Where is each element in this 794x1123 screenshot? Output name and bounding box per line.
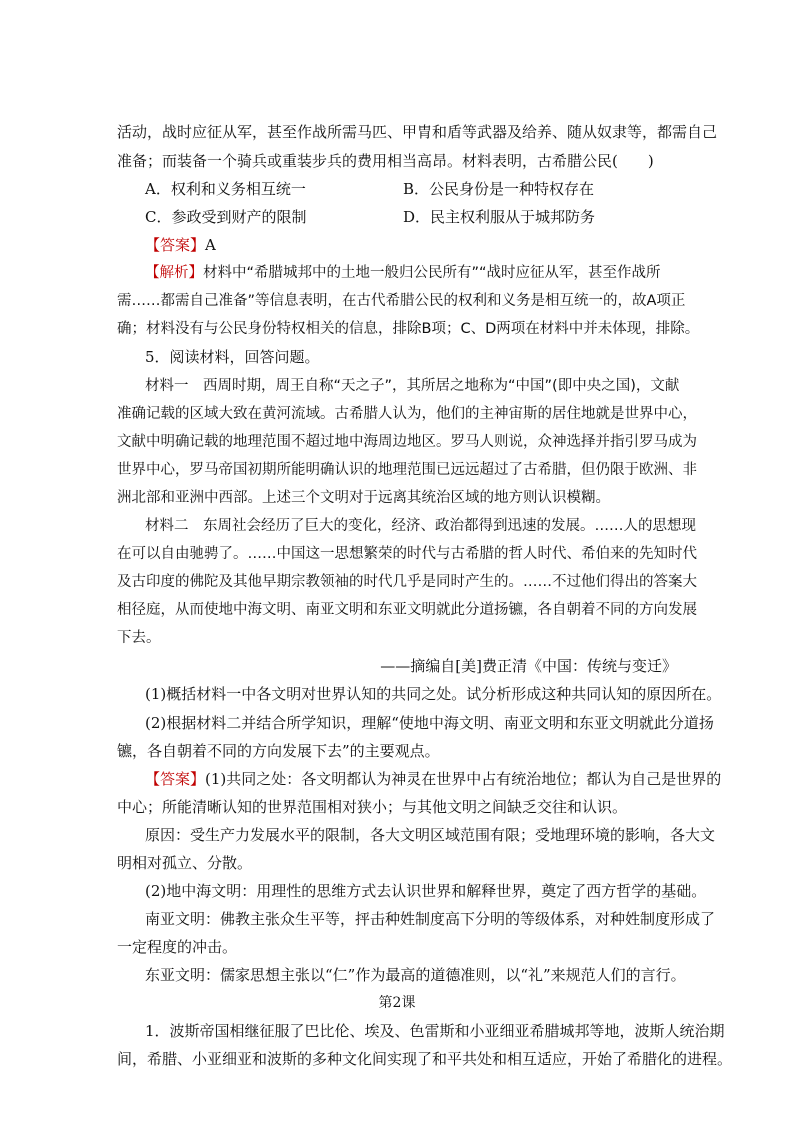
answer-line xyxy=(145,234,216,256)
answer-line: 一定程度的冲击。 xyxy=(117,938,238,956)
answer-line: 南亚文明：佛教主张众生平等，抨击种姓制度高下分明的等级体系，对种姓制度形成了 xyxy=(145,910,716,928)
sub-question-1: (1)概括材料一中各文明对世界认知的共同之处。试分析形成这种共同认知的原因所在。 xyxy=(145,685,722,703)
material-1-line: 材料一 西周时期，周王自称“天之子”，其所居之地称为“中国”(即中央之国)，文献 xyxy=(145,378,680,394)
analysis-line xyxy=(145,262,661,284)
question-5-title: 5．阅读材料，回答问题。 xyxy=(145,348,320,366)
material-2-line: 在可以自由驰骋了。……中国这一思想繁荣的时代与古希腊的哲人时代、希伯来的先知时代 xyxy=(117,546,697,562)
analysis-line: 确；材料没有与公民身份特权相关的信息，排除B项；C、D两项在材料中并未体现，排除。 xyxy=(117,321,700,337)
answer-tag: 【答案】 xyxy=(145,236,206,254)
question-text-line: 活动，战时应征从军，甚至作战所需马匹、甲胄和盾等武器及给养、随从奴隶等，都需自己 xyxy=(117,123,718,141)
sub-question-2: 镳，各自朝着不同的方向发展下去”的主要观点。 xyxy=(117,742,440,760)
answer-line: 原因：受生产力发展水平的限制，各大文明区域范围有限；受地理环境的影响，各大文 xyxy=(145,826,716,844)
material-1-line: 准确记载的区域大致在黄河流域。古希腊人认为，他们的主神宙斯的居住地就是世界中心， xyxy=(117,406,697,422)
question-text-line: 准备；而装备一个骑兵或重装步兵的费用相当高昂。材料表明，古希腊公民( ) xyxy=(117,152,654,170)
lesson-heading: 第2课 xyxy=(378,995,416,1011)
answer-line: 明相对孤立、分散。 xyxy=(117,854,253,872)
material-2-line: 相径庭，从而使地中海文明、南亚文明和东亚文明就此分道扬镳，各自朝着不同的方向发展 xyxy=(117,602,697,618)
answer-text: (1)共同之处：各文明都认为神灵在世界中占有统治地位；都认为自己是世界的 xyxy=(205,770,722,788)
answer-line xyxy=(145,768,721,790)
option-b: B．公民身份是一种特权存在 xyxy=(403,180,595,198)
answer-line: 中心；所能清晰认知的世界范围相对狭小；与其他文明之间缺乏交往和认识。 xyxy=(117,798,628,816)
sub-question-2: (2)根据材料二并结合所学知识，理解“使地中海文明、南亚文明和东亚文明就此分道扬 xyxy=(145,714,714,732)
paragraph-line: 1．波斯帝国相继征服了巴比伦、埃及、色雷斯和小亚细亚希腊城邦等地，波斯人统治期 xyxy=(145,1022,725,1040)
material-2-line: 及古印度的佛陀及其他早期宗教领袖的时代几乎是同时产生的。……不过他们得出的答案大 xyxy=(117,574,697,590)
option-c: C．参政受到财产的限制 xyxy=(145,208,307,226)
material-2-line: 下去。 xyxy=(117,630,161,646)
answer-value: A xyxy=(205,236,216,254)
analysis-tag: 【解析】 xyxy=(145,265,203,281)
option-a: A．权利和义务相互统一 xyxy=(145,180,306,198)
answer-tag: 【答案】 xyxy=(145,770,206,788)
material-1-line: 洲北部和亚洲中西部。上述三个文明对于远离其统治区域的地方则认识模糊。 xyxy=(117,490,610,506)
source-citation: ——摘编自[美]费正清《中国：传统与变迁》 xyxy=(380,657,677,675)
analysis-line: 需……都需自己准备”等信息表明，在古代希腊公民的权利和义务是相互统一的，故A项正 xyxy=(117,293,686,309)
analysis-text: 材料中“希腊城邦中的土地一般归公民所有”“战时应征从军，甚至作战所 xyxy=(203,265,661,281)
material-1-line: 世界中心，罗马帝国初期所能明确认识的地理范围已远远超过了古希腊，但仍限于欧洲、非 xyxy=(117,462,697,478)
paragraph-line: 间，希腊、小亚细亚和波斯的多种文化间实现了和平共处和相互适应，开始了希腊化的进程。 xyxy=(117,1050,733,1068)
material-1-line: 文献中明确记载的地理范围不超过地中海周边地区。罗马人则说，众神选择并指引罗马成为 xyxy=(117,434,697,450)
option-d: D．民主权利服从于城邦防务 xyxy=(403,208,596,226)
answer-line: 东亚文明：儒家思想主张以“仁”作为最高的道德准则，以“礼”来规范人们的言行。 xyxy=(145,966,686,984)
material-2-line: 材料二 东周社会经历了巨大的变化，经济、政治都得到迅速的发展。……人的思想现 xyxy=(145,518,696,534)
answer-line: (2)地中海文明：用理性的思维方式去认识世界和解释世界，奠定了西方哲学的基础。 xyxy=(145,882,707,900)
